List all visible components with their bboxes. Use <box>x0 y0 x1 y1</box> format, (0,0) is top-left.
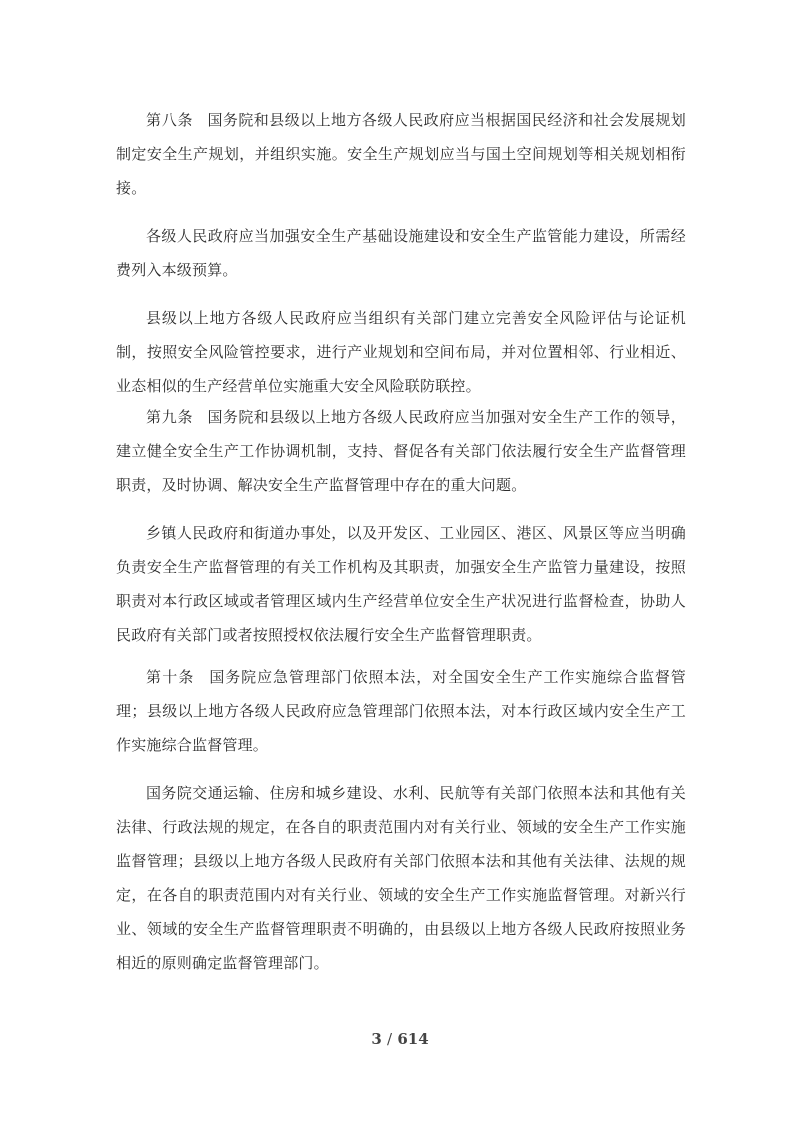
article-number: 第八条 <box>146 111 194 129</box>
page-number <box>0 1030 800 1048</box>
article-number: 第九条 <box>146 408 194 426</box>
current-page: 3 <box>371 1030 382 1048</box>
paragraph-text: 国务院交通运输、住房和城乡建设、水利、民航等有关部门依照本法和其他有关法律、行政法规的规定，在各自的职责范围内对有关行业、领域的安全生产工作实施监督管理；县级以上地方各级人民政府有关部门依照本法和其他有关法律、法规的规定，在各自的职责范围内对有关行业、领域的安全生产工作实施监督管理。对新兴行业、领域的安全生产监督管理职责不明确的，由县级以上地方各级人民政府按照业务相近的原则确定监督管理部门。 <box>116 784 686 972</box>
paragraph-text: 县级以上地方各级人民政府应当组织有关部门建立完善安全风险评估与论证机制，按照安全风险管控要求，进行产业规划和空间布局，并对位置相邻、行业相近、业态相似的生产经营单位实施重大安全风险联防联控。 <box>116 309 686 395</box>
paragraph <box>116 103 686 205</box>
paragraph <box>116 660 686 762</box>
paragraph <box>116 776 686 980</box>
paragraph-text: 国务院和县级以上地方各级人民政府应当根据国民经济和社会发展规划制定安全生产规划，并组织实施。安全生产规划应当与国土空间规划等相关规划相衔接。 <box>116 111 686 197</box>
article-9-block <box>116 400 686 652</box>
paragraph <box>116 219 686 287</box>
page-separator: / <box>387 1030 393 1048</box>
article-number: 第十条 <box>146 668 195 686</box>
article-8-block <box>116 103 686 403</box>
paragraph-text: 国务院应急管理部门依照本法，对全国安全生产工作实施综合监督管理；县级以上地方各级人民政府应急管理部门依照本法，对本行政区域内安全生产工作实施综合监督管理。 <box>116 668 686 754</box>
total-pages: 614 <box>397 1030 429 1048</box>
paragraph-text: 国务院和县级以上地方各级人民政府应当加强对安全生产工作的领导，建立健全安全生产工作协调机制，支持、督促各有关部门依法履行安全生产监督管理职责，及时协调、解决安全生产监督管理中存在的重大问题。 <box>116 408 686 494</box>
paragraph-text: 乡镇人民政府和街道办事处，以及开发区、工业园区、港区、风景区等应当明确负责安全生产监督管理的有关工作机构及其职责，加强安全生产监管力量建设，按照职责对本行政区域或者管理区域内生产经营单位安全生产状况进行监督检查，协助人民政府有关部门或者按照授权依法履行安全生产监督管理职责。 <box>116 524 686 644</box>
paragraph <box>116 301 686 403</box>
article-10-block <box>116 660 686 980</box>
paragraph-text: 各级人民政府应当加强安全生产基础设施建设和安全生产监管能力建设，所需经费列入本级预算。 <box>116 227 686 279</box>
paragraph <box>116 400 686 502</box>
paragraph <box>116 516 686 652</box>
